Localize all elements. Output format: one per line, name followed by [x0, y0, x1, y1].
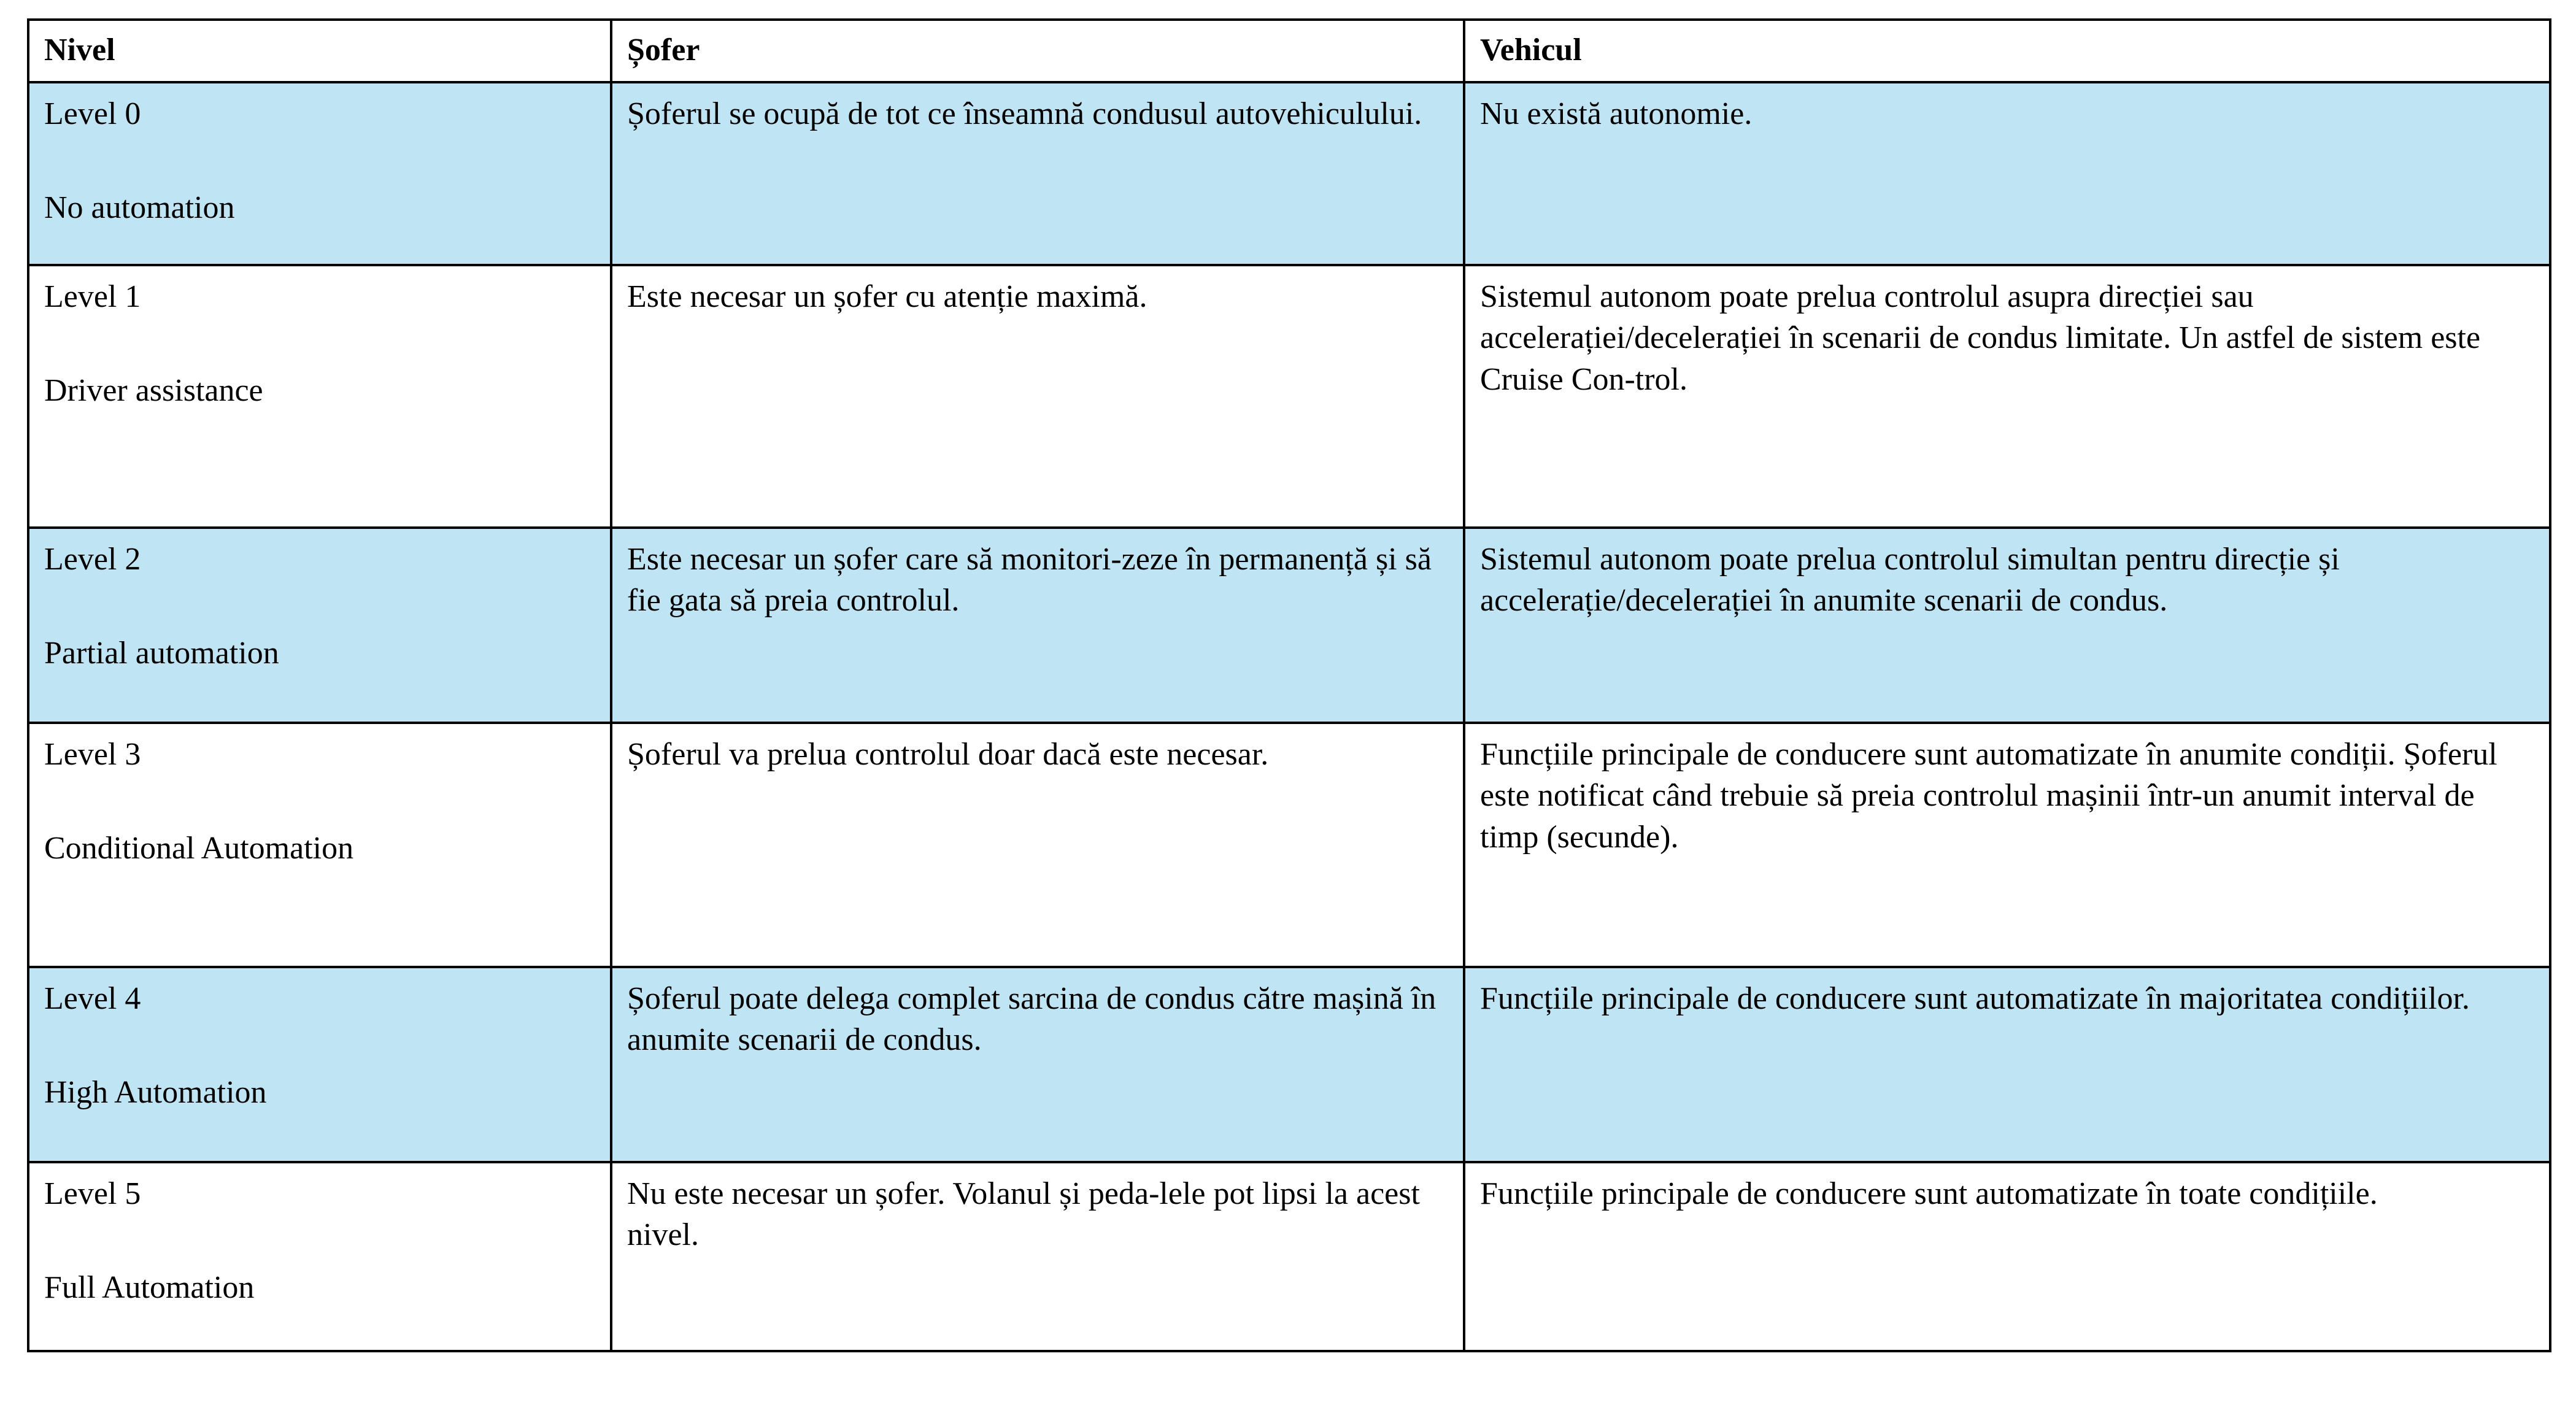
level-name: Level 5	[44, 1176, 141, 1211]
level-subtitle: Partial automation	[44, 636, 279, 671]
column-header-sofer	[611, 20, 1464, 82]
cell-driver	[611, 265, 1464, 528]
table-row	[28, 82, 2550, 265]
column-header-nivel	[28, 20, 611, 82]
level-subtitle: No automation	[44, 190, 235, 226]
vehicle-description: Nu există autonomie.	[1480, 96, 1753, 131]
table-row	[28, 265, 2550, 528]
cell-driver	[611, 1162, 1464, 1351]
cell-level	[28, 967, 611, 1162]
driver-description: Șoferul se ocupă de tot ce înseamnă condusul autovehiculului.	[627, 96, 1422, 131]
vehicle-description: Sistemul autonom poate prelua controlul simultan pentru direcție și accelerație/decelerației în anumite scenarii de condus.	[1480, 541, 2340, 618]
driver-description: Este necesar un șofer care să monitori-zeze în permanență și să fie gata să preia controlul.	[627, 541, 1432, 618]
level-name: Level 3	[44, 736, 141, 772]
level-subtitle: High Automation	[44, 1075, 267, 1111]
level-name: Level 1	[44, 279, 141, 314]
column-header-sofer-label: Șofer	[627, 33, 700, 67]
cell-level	[28, 265, 611, 528]
table-row	[28, 1162, 2550, 1351]
vehicle-description: Funcțiile principale de conducere sunt automatizate în toate condițiile.	[1480, 1176, 2378, 1211]
cell-vehicle	[1464, 82, 2550, 265]
driver-description: Șoferul poate delega complet sarcina de condus către mașină în anumite scenarii de condus.	[627, 980, 1436, 1058]
cell-vehicle	[1464, 265, 2550, 528]
automation-levels-table	[27, 18, 2551, 1352]
driver-description: Este necesar un șofer cu atenție maximă.	[627, 279, 1147, 314]
table-row	[28, 723, 2550, 967]
level-subtitle: Full Automation	[44, 1270, 255, 1306]
column-header-nivel-label: Nivel	[44, 33, 115, 67]
cell-level	[28, 82, 611, 265]
level-name: Level 2	[44, 541, 141, 577]
cell-driver	[611, 82, 1464, 265]
table-body	[28, 82, 2550, 1351]
cell-level	[28, 1162, 611, 1351]
table-row	[28, 528, 2550, 723]
cell-level	[28, 528, 611, 723]
vehicle-description: Funcțiile principale de conducere sunt automatizate în majoritatea condițiilor.	[1480, 980, 2470, 1016]
level-name: Level 4	[44, 980, 141, 1016]
column-header-vehicul	[1464, 20, 2550, 82]
table-header	[28, 20, 2550, 82]
table-row	[28, 967, 2550, 1162]
cell-vehicle	[1464, 1162, 2550, 1351]
level-name: Level 0	[44, 96, 141, 131]
cell-vehicle	[1464, 723, 2550, 967]
cell-level	[28, 723, 611, 967]
level-subtitle: Driver assistance	[44, 373, 263, 409]
cell-vehicle	[1464, 528, 2550, 723]
level-subtitle: Conditional Automation	[44, 831, 354, 866]
table-header-row	[28, 20, 2550, 82]
driver-description: Nu este necesar un șofer. Volanul și peda-lele pot lipsi la acest nivel.	[627, 1176, 1420, 1253]
cell-driver	[611, 723, 1464, 967]
column-header-vehicul-label: Vehicul	[1480, 33, 1582, 67]
cell-driver	[611, 967, 1464, 1162]
cell-vehicle	[1464, 967, 2550, 1162]
driver-description: Șoferul va prelua controlul doar dacă este necesar.	[627, 736, 1269, 772]
vehicle-description: Funcțiile principale de conducere sunt automatizate în anumite condiții. Șoferul este notificat când trebuie să preia controlul mașinii într-un anumit interval de timp (secunde).	[1480, 736, 2497, 855]
cell-driver	[611, 528, 1464, 723]
vehicle-description: Sistemul autonom poate prelua controlul asupra direcției sau accelerației/decelerației în scenarii de condus limitate. Un astfel de sistem este Cruise Con-trol.	[1480, 279, 2481, 397]
